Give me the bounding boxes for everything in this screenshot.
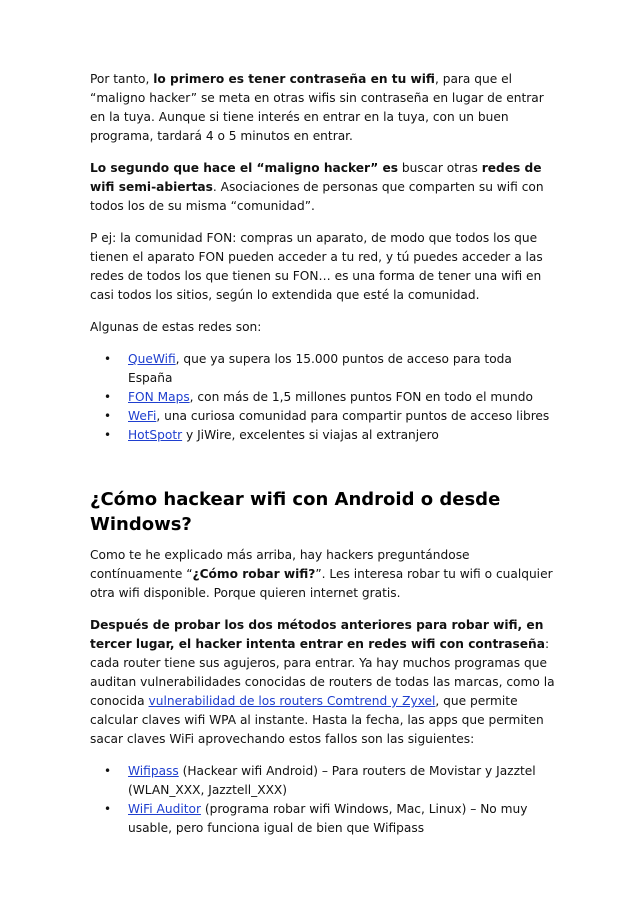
quewifi-link[interactable]: QueWifi bbox=[128, 352, 176, 366]
list-item bbox=[128, 762, 560, 800]
paragraph-semi-open bbox=[90, 159, 560, 216]
list-item-text: y JiWire, excelentes si viajas al extranjero bbox=[182, 428, 439, 442]
wefi-link[interactable]: WeFi bbox=[128, 409, 157, 423]
emphasis: lo primero es tener contraseña en tu wifi bbox=[153, 72, 435, 86]
fon-maps-link[interactable]: FON Maps bbox=[128, 390, 190, 404]
list-item bbox=[128, 388, 560, 407]
list-item-text: , que ya supera los 15.000 puntos de acceso para toda España bbox=[128, 352, 512, 385]
text: , que permite calcular claves wifi WPA al instante. Hasta la fecha, las apps que permiten sacar claves WiFi aprovechando estos fallos son las siguientes: bbox=[90, 694, 544, 746]
emphasis: Lo segundo que hace el “maligno hacker” es bbox=[90, 161, 399, 175]
text: : cada router tiene sus agujeros, para entrar. Ya hay muchos programas que auditan vulnerabilidades conocidas de routers de todas las marcas, como la conocida bbox=[90, 637, 555, 708]
list-item bbox=[128, 800, 560, 838]
hotspotr-link[interactable]: HotSpotr bbox=[128, 428, 183, 442]
text: ”. Les interesa robar tu wifi o cualquier otra wifi disponible. Porque quieren internet gratis. bbox=[90, 567, 553, 600]
wifi-auditor-link[interactable]: WiFi Auditor bbox=[128, 802, 201, 816]
apps-list bbox=[90, 762, 560, 838]
list-item bbox=[128, 350, 560, 388]
emphasis: Después de probar los dos métodos anteriores para robar wifi, en tercer lugar, el hacker intenta entrar en redes wifi con contraseña bbox=[90, 618, 545, 651]
paragraph-password bbox=[90, 70, 560, 146]
paragraph-third-method bbox=[90, 616, 560, 749]
text: buscar otras bbox=[398, 161, 482, 175]
list-item bbox=[128, 407, 560, 426]
paragraph-how-to-steal bbox=[90, 546, 560, 603]
section-heading: ¿Cómo hackear wifi con Android o desde Windows? bbox=[90, 489, 501, 535]
list-item-text: , una curiosa comunidad para compartir puntos de acceso libres bbox=[156, 409, 550, 423]
paragraph-networks-intro: Algunas de estas redes son: bbox=[90, 320, 262, 334]
emphasis: redes de wifi semi-abiertas bbox=[90, 161, 542, 194]
emphasis: ¿Cómo robar wifi? bbox=[192, 567, 316, 581]
list-item-text: (Hackear wifi Android) – Para routers de Movistar y Jazztel (WLAN_XXX, Jazztell_XXX) bbox=[128, 764, 536, 797]
list-item bbox=[128, 426, 560, 445]
text: . Asociaciones de personas que comparten su wifi con todos los de su misma “comunidad”. bbox=[90, 180, 544, 213]
list-item-text: , con más de 1,5 millones puntos FON en todo el mundo bbox=[189, 390, 533, 404]
text: , para que el “maligno hacker” se meta en otras wifis sin contraseña en lugar de entrar en la tuya. Aunque si tiene interés en entrar en la tuya, con un buen programa, tardará 4 o 5 minutos en entrar. bbox=[90, 72, 544, 143]
list-item-text: (programa robar wifi Windows, Mac, Linux) – No muy usable, pero funciona igual de bien que Wifipass bbox=[128, 802, 528, 835]
document-page bbox=[90, 70, 560, 851]
paragraph-fon-example: P ej: la comunidad FON: compras un aparato, de modo que todos los que tienen el aparato FON pueden acceder a tu red, y tú puedes acceder a las redes de todos los que tienen su FON… es una forma de tener una wifi en casi todos los sitios, según lo extendida que esté la comunidad. bbox=[90, 231, 543, 302]
router-vulnerability-link[interactable]: vulnerabilidad de los routers Comtrend y Zyxel bbox=[148, 694, 436, 708]
wifipass-link[interactable]: Wifipass bbox=[128, 764, 179, 778]
text: Por tanto, bbox=[90, 72, 154, 86]
text: Como te he explicado más arriba, hay hackers preguntándose contínuamente “ bbox=[90, 548, 470, 581]
networks-list bbox=[90, 350, 560, 445]
